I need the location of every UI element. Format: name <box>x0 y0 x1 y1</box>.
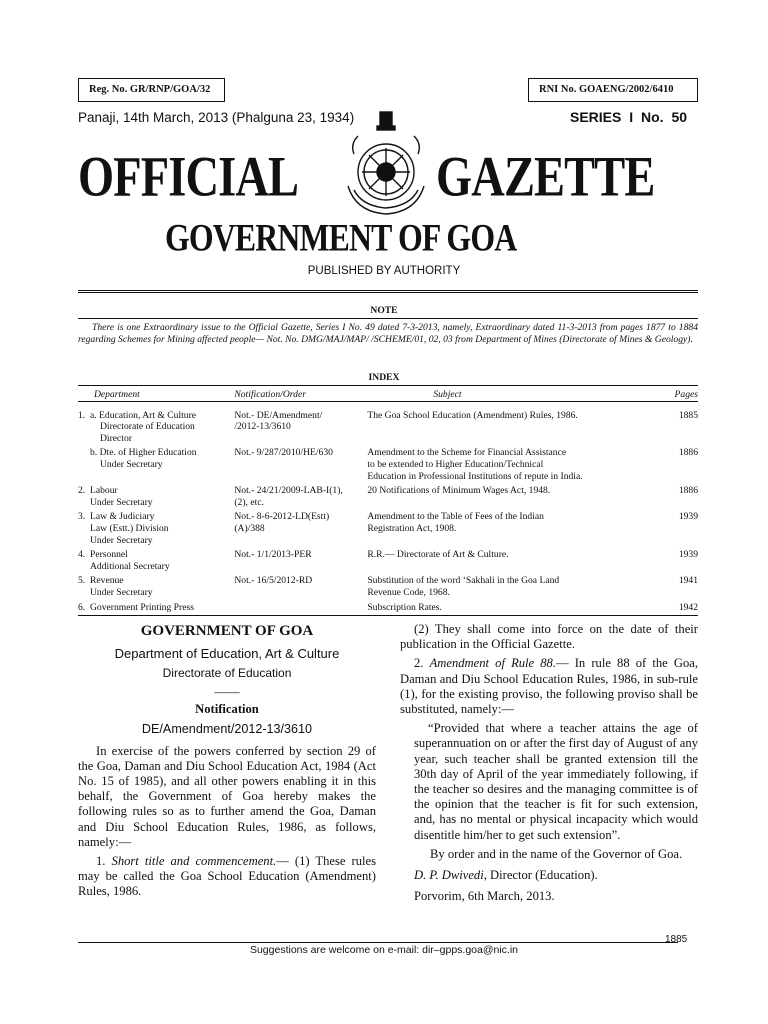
index-page <box>675 485 698 508</box>
index-page <box>675 511 698 546</box>
index-dept <box>78 602 234 614</box>
index-page <box>675 447 698 482</box>
index-subject-line: 20 Notifications of Minimum Wages Act, 1948. <box>367 485 551 497</box>
index-subject-line: Subscription Rates. <box>367 601 442 613</box>
index-col-department: Department <box>94 389 140 400</box>
index-notif-line: Not.- DE/Amendment/ <box>234 409 323 421</box>
index-notif <box>234 602 367 614</box>
directorate-heading: Directorate of Education <box>162 666 292 680</box>
index-subject-line: to be extended to Higher Education/Technical <box>367 458 544 470</box>
index-dept-line: Law (Estt.) Division <box>90 522 169 534</box>
para2-italic-title: Short title and commencement. <box>111 854 277 869</box>
index-dept-line: Under Secretary <box>100 458 163 470</box>
index-notif-line: Not.- 24/21/2009-LAB-I(1), <box>234 485 343 497</box>
index-page-line: 1885 <box>678 409 698 421</box>
index-page <box>675 602 698 614</box>
header-rule <box>78 290 698 293</box>
index-heading: INDEX <box>368 372 400 383</box>
index-dept-line: Under Secretary <box>90 586 153 598</box>
notification-number: DE/Amendment/2012-13/3610 <box>141 722 313 737</box>
left-para-1: In exercise of the powers conferred by section 29 of the Goa, Daman and Diu School Education Act, 1984 (Act No. 15 of 1985), and all other powers enabling it in this behalf, the Government of Goa hereby makes the following rules so as to further amend the Goa, Daman and Diu School Education Rules, 1986, as follows, namely:— <box>78 743 376 849</box>
index-header-row <box>78 389 698 401</box>
index-notif-line: Not.- 16/5/2012-RD <box>234 575 313 587</box>
index-row <box>78 410 698 445</box>
footer-rule <box>78 942 678 943</box>
index-dept-line: Labour <box>90 485 118 497</box>
index-subject-line: Amendment to the Table of Fees of the Indian <box>367 511 544 523</box>
gov-goa-heading: GOVERNMENT OF GOA <box>140 623 314 639</box>
index-dept <box>78 511 234 546</box>
page-number: 1885 <box>665 934 688 945</box>
index-dept-line: Revenue <box>90 575 124 587</box>
index-subject <box>367 602 674 614</box>
index-subject-line: Amendment to the Scheme for Financial Assistance <box>367 447 567 459</box>
index-notif <box>234 410 367 445</box>
signatory-title: Director (Education). <box>490 868 598 883</box>
left-column <box>78 622 376 900</box>
index-subject-line: Registration Act, 1908. <box>367 522 457 534</box>
gazette-subtitle: GOVERNMENT OF GOA <box>165 217 517 261</box>
index-subject <box>367 485 674 508</box>
index-col-notification: Notification/Order <box>234 389 306 400</box>
index-num: 6. <box>78 601 86 613</box>
left-para-2 <box>78 854 376 900</box>
index-notif <box>234 485 367 508</box>
rule-88-title: Amendment of Rule 88. <box>429 656 557 671</box>
index-dept <box>78 447 234 482</box>
rule-88-number: 2. <box>414 656 424 671</box>
index-subject <box>367 447 674 482</box>
proviso-quote: “Provided that where a teacher attains the age of superannuation on or after the first day of August of any year, such teacher shall be granted extension till the 30th day of April of the year immediately following, if the teacher so desires and the managing committee is of the opinion that the teacher is fit for such extension, and, has no mental or physical incapacity which would disentitle him/her to get such extension”. <box>414 721 698 842</box>
index-page-line: 1941 <box>678 575 698 587</box>
index-dept-line: Directorate of Education <box>100 421 195 433</box>
index-notif-line: Not.- 9/287/2010/HE/630 <box>234 447 333 459</box>
index-row <box>78 602 698 614</box>
index-page-line: 1886 <box>678 485 698 497</box>
rni-number-box: RNI No. GOAENG/2002/6410 <box>528 78 698 102</box>
index-rule-top <box>78 385 698 386</box>
index-page <box>675 575 698 598</box>
right-para-2 <box>400 656 698 717</box>
index-num: 2. <box>78 485 86 497</box>
index-dept <box>78 410 234 445</box>
right-para-1: (2) They shall come into force on the date of their publication in the Official Gazette. <box>400 622 698 652</box>
goa-emblem <box>340 108 432 224</box>
index-row <box>78 447 698 482</box>
note-text: There is one Extraordinary issue to the Official Gazette, Series I No. 49 dated 7-3-2013, namely, Extraordinary dated 11-3-2013 from pages 1877 to 1884 regarding Schemes for Mining affected people— Not. No. DMG/MAJ/MAP/ /SCHEME/01, 02, 03 from Department of Mines (Directorate of Mines & Geology). <box>78 322 698 345</box>
index-num: 4. <box>78 549 86 561</box>
index-row <box>78 549 698 572</box>
date-line: Panaji, 14th March, 2013 (Phalguna 23, 1934) <box>78 110 355 125</box>
index-dept <box>78 549 234 572</box>
index-subject-line: R.R.— Directorate of Art & Culture. <box>367 549 509 561</box>
index-row <box>78 485 698 508</box>
index-row <box>78 575 698 598</box>
separator-dash: —— <box>214 685 240 699</box>
index-notif-line: /2012-13/3610 <box>234 421 291 433</box>
index-dept-line: a. Education, Art & Culture <box>90 409 197 421</box>
index-notif <box>234 447 367 482</box>
order-line: By order and in the name of the Governor of Goa. <box>430 846 683 861</box>
note-heading: NOTE <box>370 305 398 316</box>
index-page-line: 1886 <box>678 447 698 459</box>
para2-text: — (1) These rules may be called the Goa School Education (Amendment) Rules, 1986. <box>78 854 377 899</box>
index-page-line: 1939 <box>678 549 698 561</box>
index-page-line: 1942 <box>678 601 698 613</box>
rule-88-text: — In rule 88 of the Goa, Daman and Diu School Education Rules, 1986, in sub-rule (1), for the existing proviso, the following proviso shall be substituted, namely:— <box>400 656 699 717</box>
index-notif-line: Not.- 1/1/2013-PER <box>234 549 312 561</box>
index-notif <box>234 549 367 572</box>
index-dept-line: Under Secretary <box>90 534 153 546</box>
index-notif-line: (A)/388 <box>234 522 265 534</box>
index-row <box>78 511 698 546</box>
gazette-title-gazette: GAZETTE <box>436 145 655 209</box>
index-dept-line: Personnel <box>90 549 128 561</box>
place-date: Porvorim, 6th March, 2013. <box>414 889 555 904</box>
index-dept <box>78 485 234 508</box>
index-dept-line: Government Printing Press <box>90 601 194 613</box>
index-subject-line: The Goa School Education (Amendment) Rules, 1986. <box>367 409 578 421</box>
right-column <box>400 622 698 904</box>
signatory-name: D. P. Dwivedi, <box>414 868 487 883</box>
note-rule <box>78 318 698 319</box>
index-subject <box>367 410 674 445</box>
gazette-title-official: OFFICIAL <box>78 145 299 209</box>
index-subject <box>367 549 674 572</box>
index-col-subject: Subject <box>433 389 462 400</box>
index-notif-line: Not.- 8-6-2012-LD(Estt) <box>234 511 330 523</box>
reg-number-box: Reg. No. GR/RNP/GOA/32 <box>78 78 225 102</box>
series-number: SERIES I No. 50 <box>570 109 688 125</box>
index-dept-line: Law & Judiciary <box>90 511 155 523</box>
index-dept-line: Director <box>100 432 132 444</box>
index-subject-line: Substitution of the word ‘Sakhali in the Goa Land <box>367 575 560 587</box>
index-subject-line: Revenue Code, 1968. <box>367 586 450 598</box>
index-rule-bottom <box>78 615 698 616</box>
index-subject-line: Education in Professional Institutions of repute in India. <box>367 470 583 482</box>
index-dept-line: Additional Secretary <box>90 560 170 572</box>
dept-heading: Department of Education, Art & Culture <box>114 646 340 661</box>
index-dept-line: Under Secretary <box>90 496 153 508</box>
index-col-pages: Pages <box>674 389 698 400</box>
index-subject <box>367 511 674 546</box>
index-num: 3. <box>78 511 86 523</box>
suggestion-email: Suggestions are welcome on e-mail: dir–gpps.goa@nic.in <box>249 944 519 956</box>
notification-heading: Notification <box>195 702 259 717</box>
index-page <box>675 549 698 572</box>
index-dept <box>78 575 234 598</box>
index-notif <box>234 575 367 598</box>
index-dept-line: b. Dte. of Higher Education <box>90 447 197 459</box>
signature-line <box>400 868 698 883</box>
index-num: 1. <box>78 409 86 421</box>
index-subject <box>367 575 674 598</box>
index-notif <box>234 511 367 546</box>
index-notif-line: (2), etc. <box>234 496 264 508</box>
index-page <box>675 410 698 445</box>
index-table <box>78 389 698 616</box>
published-by-authority: PUBLISHED BY AUTHORITY <box>307 265 461 277</box>
index-page-line: 1939 <box>678 511 698 523</box>
index-num: 5. <box>78 575 86 587</box>
para2-number: 1. <box>96 854 106 869</box>
